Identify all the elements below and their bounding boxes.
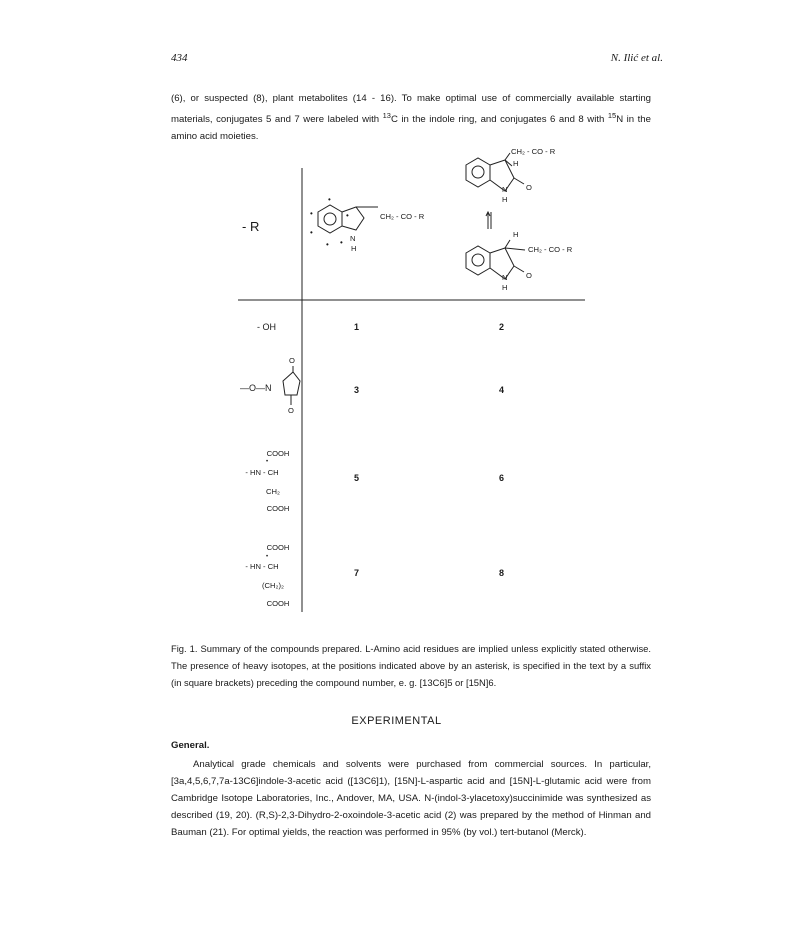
compound-number: 5	[354, 473, 360, 483]
r-group-label: - R	[242, 219, 260, 234]
compound-number: 6	[499, 473, 505, 483]
succinimide-o-bottom: O	[288, 406, 294, 415]
compound-number: 1	[354, 322, 360, 332]
oxindole-bottom-chain: CH₂ - CO - R	[528, 245, 573, 254]
row-r-oh: - OH	[257, 322, 276, 332]
compound-number: 3	[354, 385, 360, 395]
oxindole-top-chain: CH₂ - CO - R	[511, 147, 556, 156]
succinimide-o-top: O	[289, 356, 295, 365]
asp-hn-ch: - HN - CH	[245, 468, 279, 477]
compound-number: 2	[499, 322, 505, 332]
section-title: EXPERIMENTAL	[351, 715, 442, 727]
oxindole-bottom-structure	[466, 240, 525, 279]
intro-text-3: N in the amino acid moieties.	[171, 114, 651, 143]
oxindole-top-n: N	[502, 185, 508, 194]
indole-h: H	[351, 244, 357, 253]
oxindole-bottom-nh: H	[502, 283, 508, 292]
sup-13: 13	[382, 111, 391, 120]
compound-number: 7	[354, 568, 360, 578]
indole-side-chain: CH₂ - CO - R	[380, 212, 425, 221]
glu-ch2-2: (CH₂)₂	[262, 581, 284, 590]
oxindole-top-nh: H	[502, 195, 508, 204]
asp-ch2: CH₂	[266, 487, 280, 496]
glu-hn-ch: - HN - CH	[245, 562, 279, 571]
indole-n: N	[350, 234, 356, 243]
oxindole-bottom-n: N	[502, 273, 508, 282]
asterisk-marker: •	[340, 238, 343, 247]
asterisk-marker: •	[328, 195, 331, 204]
body-paragraph: Analytical grade chemicals and solvents were purchased from commercial sources. In particular, [3a,4,5,6,7,7a-13C6]indole-3-acetic acid ([13C6]1), [15N]-L-aspartic acid and [15N]-L-glutamic acid were from Cambridge Isotope Laboratories, Inc., Andover, MA, USA. N-(indol-3-ylacetoxy)succinimide was synthesized as described (19, 20). (R,S)-2,3-Dihydro-2-oxoindole-3-acetic acid (2) was prepared by the method of Hinman and Bauman (21). For optimal yields, the reaction was performed in 95% (by vol.) tert-butanol (Merck).	[171, 759, 651, 838]
figure-caption: Fig. 1. Summary of the compounds prepared. L-Amino acid residues are implied unless explicitly stated otherwise. The presence of heavy isotopes, at the positions indicated above by an asterisk, is specified in the text by a suffix (in square brackets) preceding the compound number, e. g. [13C6]5 or [15N]6.	[171, 643, 651, 688]
oxindole-top-h: H	[513, 159, 519, 168]
intro-text-1: (6), or suspected (8), plant metabolites (14 - 16). To make optimal use of commercially available starting materials, conjugates 5 and 7 were labeled with	[171, 93, 651, 126]
succinimide-structure	[283, 366, 300, 405]
compound-number: 4	[499, 385, 505, 395]
row-r-succinimide: —O—N	[240, 383, 272, 393]
glu-cooh-top: COOH	[266, 543, 290, 552]
intro-text-2: C in the indole ring, and conjugates 6 and 8 with	[390, 114, 608, 126]
asterisk-marker: •	[310, 209, 313, 218]
oxindole-top-o: O	[526, 183, 532, 192]
equilibrium-arrow	[486, 212, 491, 229]
compound-number: 8	[499, 568, 505, 578]
page-number: 434	[171, 52, 188, 64]
sup-15: 15	[607, 111, 617, 120]
asp-cooh-bottom: COOH	[266, 504, 290, 513]
subsection-title: General.	[171, 740, 210, 751]
asp-cooh-top: COOH	[266, 449, 290, 458]
running-head-authors: N. Ilić et al.	[610, 52, 663, 64]
asterisk-marker: •	[346, 211, 349, 220]
asterisk-marker: •	[266, 459, 269, 465]
glu-cooh-bottom: COOH	[266, 599, 290, 608]
asterisk-marker: •	[266, 554, 269, 560]
asterisk-marker: •	[326, 240, 329, 249]
asterisk-marker: •	[310, 228, 313, 237]
oxindole-bottom-h: H	[513, 230, 519, 239]
oxindole-bottom-o: O	[526, 271, 532, 280]
